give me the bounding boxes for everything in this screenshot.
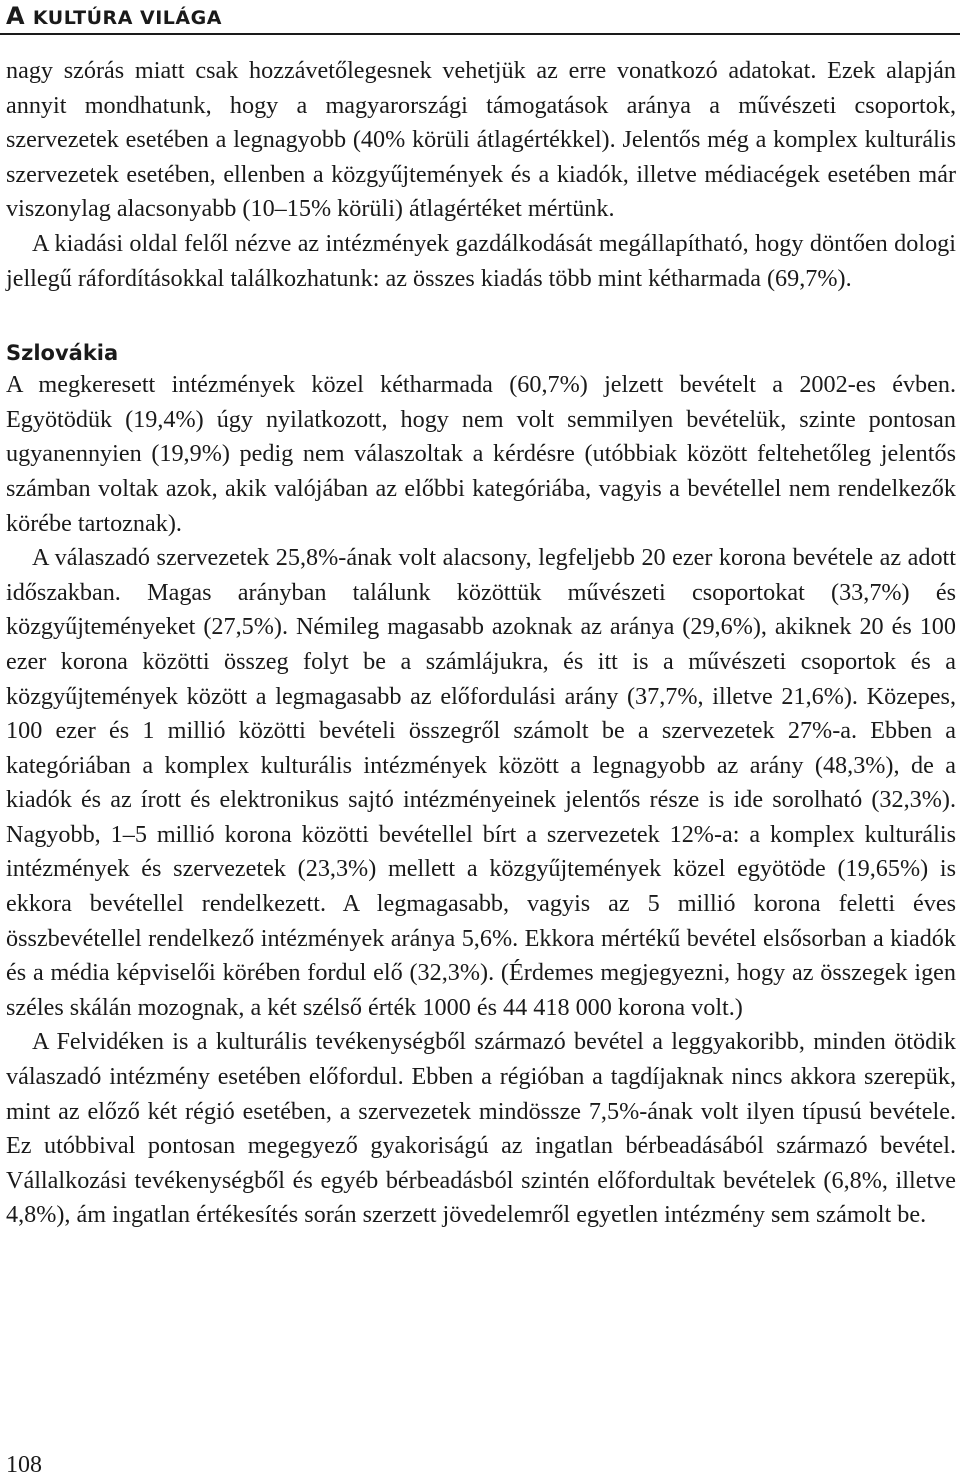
running-header-initial: A — [6, 2, 26, 30]
paragraph: A Felvidéken is a kulturális tevékenységből származó bevétel a leggyakoribb, minden ötödik válaszadó intézmény esetében előfordul. Ebben a régióban a tagdíjaknak nincs akkora szerepük, mint az előző két régió esetében, a szervezetek mindössze 7,5%-ának volt ilyen típusú bevétele. Ez utóbbival pontosan megegyező gyakoriságú az ingatlan bérbeadásából származó bevétel. Vállalkozási tevékenységből és egyéb bérbeadásból szintén előfordultak bevételek (6,8%, illetve 4,8%), ám ingatlan értékesítés során szerzett jövedelemről egyetlen intézmény sem számolt be. — [6, 1028, 956, 1229]
page-number: 108 — [6, 1452, 42, 1478]
paragraph: nagy szórás miatt csak hozzávetőlegesnek vehetjük az erre vonatkozó adatokat. Ezek alapján annyit mondhatunk, hogy a magyarországi támogatások aránya a művészeti csoportok, szervezetek esetében a legnagyobb (40% körüli átlagértékkel). Jelentős még a komplex kulturális szervezetek esetében, ellenben a közgyűjtemények és a kiadók, illetve médiacégek esetében már viszonylag alacsonyabb (10–15% körüli) átlagértéket mértünk. — [6, 57, 956, 223]
running-header-title: KULTÚRA VILÁGA — [32, 7, 222, 29]
paragraph: A megkeresett intézmények közel kétharmada (60,7%) jelzett bevételt a 2002-es évben. Egyötödük (19,4%) úgy nyilatkozott, hogy nem volt semmilyen bevételük, szinte pontosan ugyanennyien (19,9%) pedig nem válaszoltak a kérdésre (utóbbiak között feltehetőleg jelentős számban voltak azok, akik valójában az előbbi kategóriába, vagyis a bevétellel nem rendelkezők körébe tartoznak). — [6, 371, 956, 537]
body-text — [6, 54, 956, 1233]
header-rule — [0, 33, 960, 35]
running-header — [6, 2, 222, 30]
paragraph: A válaszadó szervezetek 25,8%-ának volt alacsony, legfeljebb 20 ezer korona bevétele az adott időszakban. Magas arányban találunk közöttük művészeti csoportokat (33,7%) és közgyűjteményeket (27,5%). Némileg magasabb azoknak az aránya (29,6%), akiknek 20 és 100 ezer korona közötti összeg folyt be a számlájukra, és itt is a művészeti csoportok és a közgyűjtemények között a legmagasabb az előfordulási arány (37,7%, illetve 21,6%). Közepes, 100 ezer és 1 millió közötti bevételi összegről számolt be a szervezetek 27%-a. Ebben a kategóriában a komplex kulturális intézmények között a legnagyobb az arány (48,3%), de a kiadók és az írott és elektronikus sajtó intézményeinek jelentős része is ide sorolható (32,3%). Nagyobb, 1–5 millió korona közötti bevétellel bírt a szervezetek 12%-a: a komplex kulturális intézmények és szervezetek (23,3%) mellett a közgyűjtemények közel egyötöde (19,65%) is ekkora bevétellel rendelkezett. A legmagasabb, vagyis az 5 millió korona feletti éves összbevétellel rendelkező intézmények aránya 5,6%. Ekkora mértékű bevétel elsősorban a kiadók és a média képviselői körében fordul elő (32,3%). (Érdemes megjegyezni, hogy az összegek igen széles skálán mozognak, a két szélső érték 1000 és 44 418 000 korona volt.) — [6, 544, 956, 1021]
paragraph: A kiadási oldal felől nézve az intézmények gazdálkodását megállapítható, hogy döntően dologi jellegű ráfordításokkal találkozhatunk: az összes kiadás több mint kétharmada (69,7%). — [6, 229, 956, 292]
section-heading: Szlovákia — [6, 341, 119, 366]
